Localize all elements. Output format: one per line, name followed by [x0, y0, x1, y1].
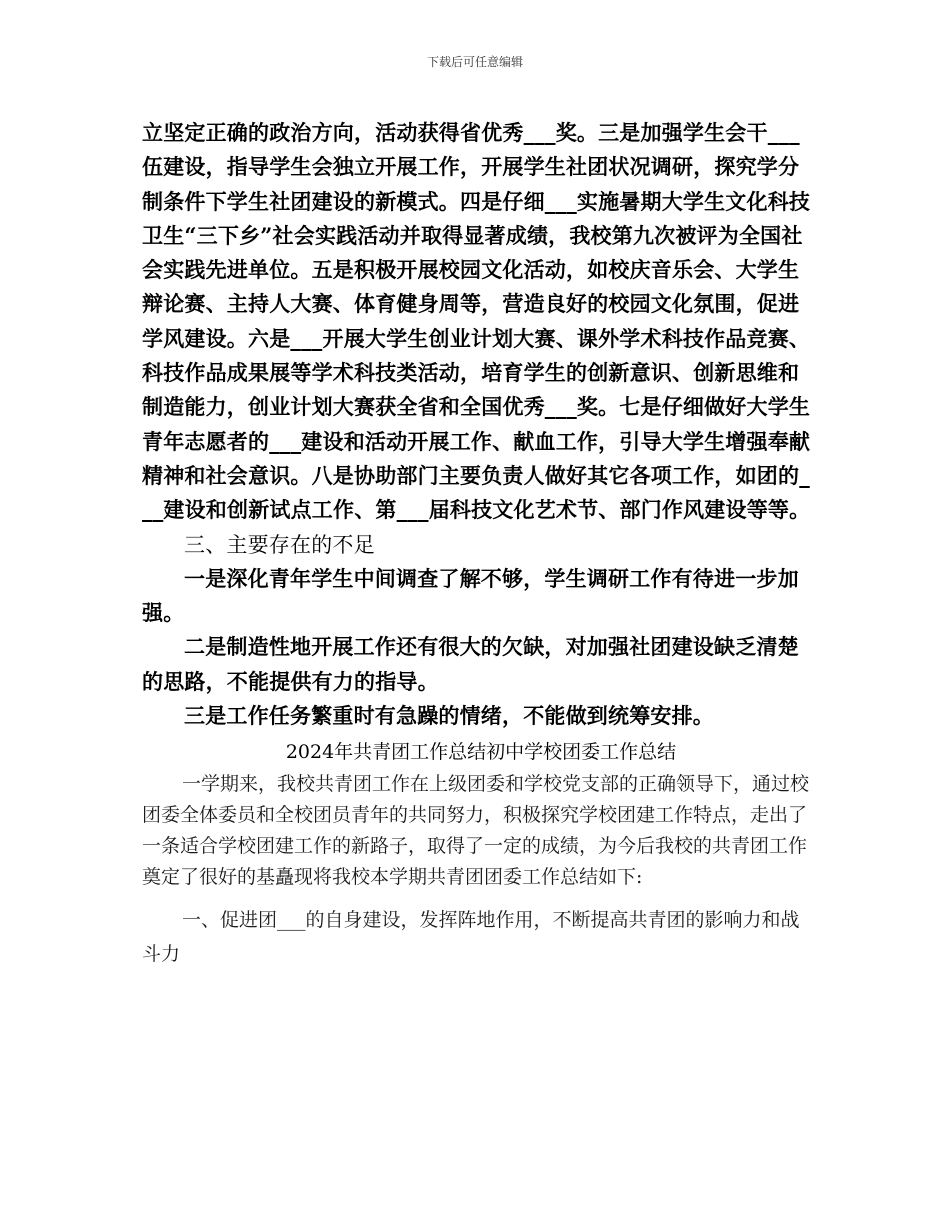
- intro-paragraph: 一学期来，我校共青团工作在上级团委和学校党支部的正确领导下，通过校团委全体委员和全校团员青年的共同努力，积极探究学校团建工作特点，走出了一条适合学校团建工作的新路子，取得了一定的成绩，为今后我校的共青团工作奠定了很好的基矗现将我校本学期共青团团委工作总结如下:: [142, 773, 810, 889]
- shortcoming-item-1: 一是深化青年学生中间调查了解不够，学生调研工作有待进一步加强。: [142, 565, 799, 626]
- work-summary-part-two: [142, 769, 812, 971]
- document-title: 2024年共青团工作总结初中学校团委工作总结: [285, 741, 677, 764]
- document-body: [142, 116, 812, 971]
- shortcoming-item-3: 三是工作任务繁重时有急躁的情绪，不能做到统筹安排。: [184, 703, 714, 729]
- section-heading-one: 一、促进团___的自身建设，发挥阵地作用，不断提高共青团的影响力和战斗力: [142, 909, 800, 966]
- section-heading-shortcomings: 三、主要存在的不足: [184, 532, 375, 557]
- work-summary-part-one: [142, 116, 812, 733]
- shortcoming-item-2: 二是制造性地开展工作还有很大的欠缺，对加强社团建设缺乏清楚的思路，不能提供有力的指导。: [142, 634, 799, 694]
- continued-paragraph: 立坚定正确的政治方向，活动获得省优秀___奖。三是加强学生会干___伍建设，指导学生会独立开展工作，开展学生社团状况调研，探究学分制条件下学生社团建设的新模式。四是仔细___实施暑期大学生文化科技卫生“三下乡”社会实践活动并取得显著成绩，我校第九次被评为全国社会实践先进单位。五是积极开展校园文化活动，如校庆音乐会、大学生辩论赛、主持人大赛、体育健身周等，营造良好的校园文化氛围，促进学风建设。六是___开展大学生创业计划大赛、课外学术科技作品竞赛、科技作品成果展等学术科技类活动，培育学生的创新意识、创新思维和制造能力，创业计划大赛获全省和全国优秀___奖。七是仔细做好大学生青年志愿者的___建设和活动开展工作、献血工作，引导大学生增强奉献精神和社会意识。八是协助部门主要负责人做好其它各项工作，如团的___建设和创新试点工作、第___届科技文化艺术节、部门作风建设等等。: [142, 120, 811, 523]
- page-header-watermark: 下载后可任意编辑: [426, 55, 523, 69]
